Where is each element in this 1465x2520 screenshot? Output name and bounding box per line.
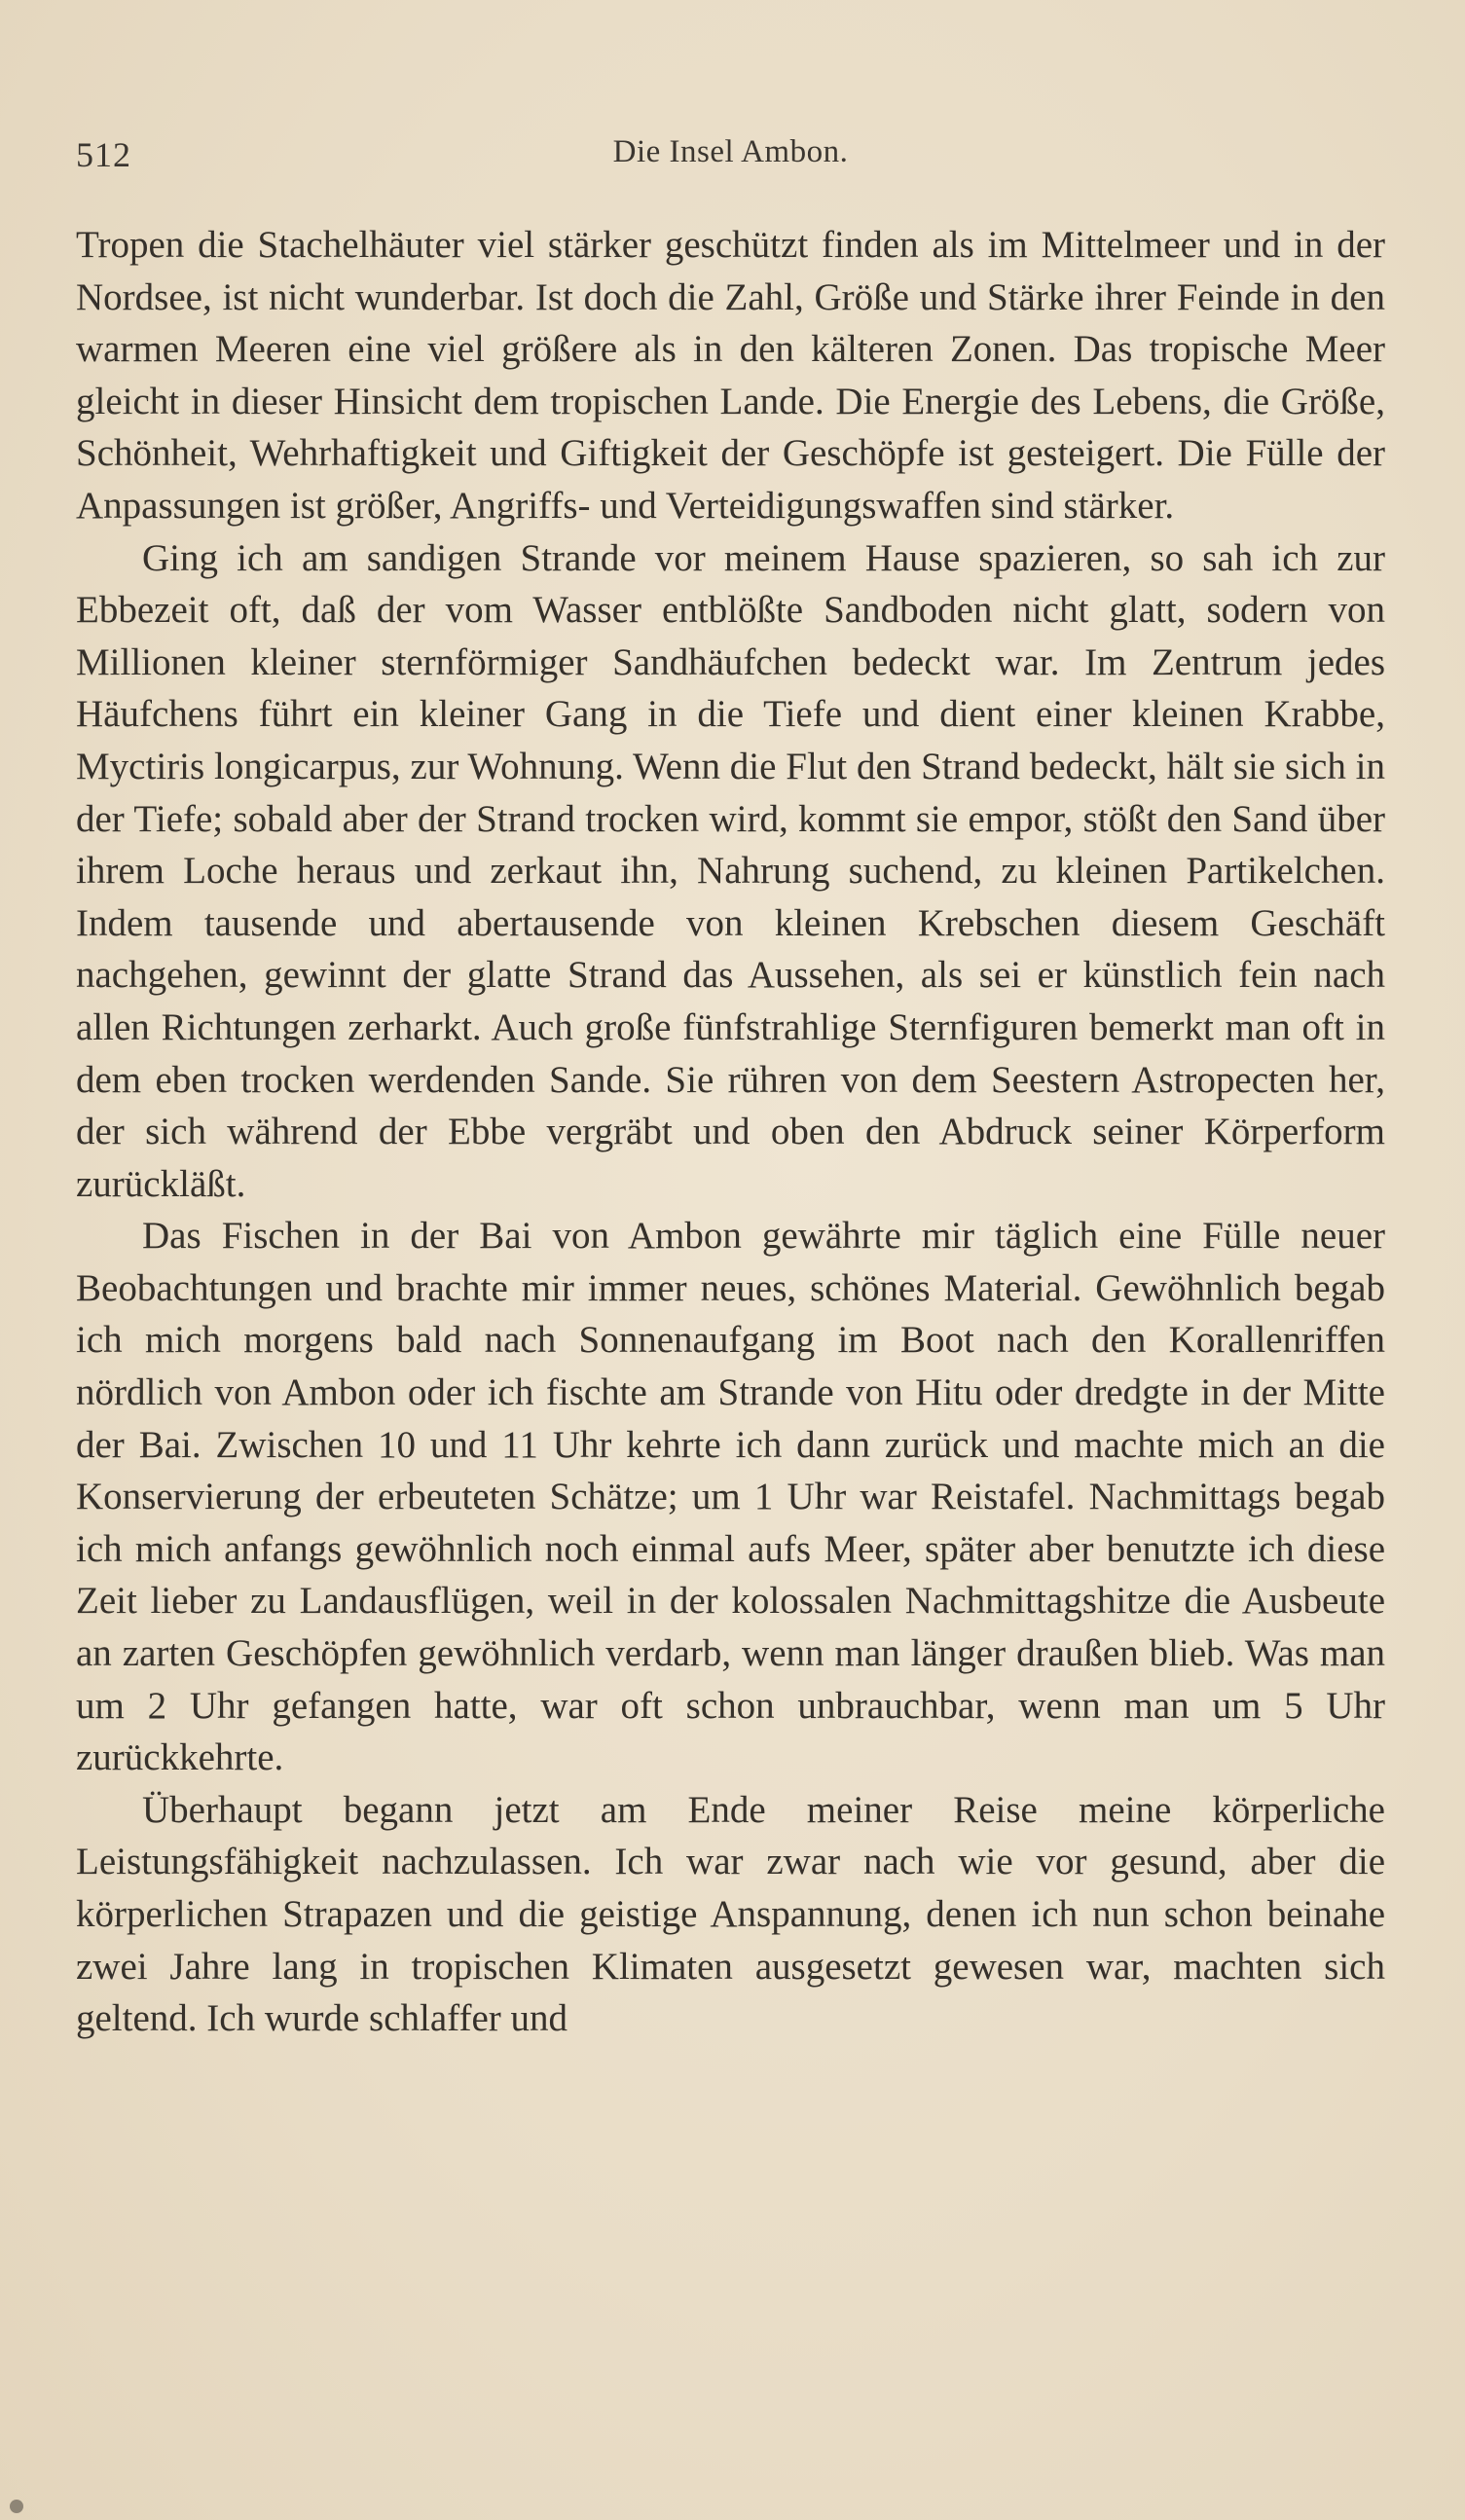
paragraph: Ging ich am sandigen Strande vor meinem Hause spazieren, so sah ich zur Ebbezeit oft, daß der vom Wasser entblößte Sandboden nicht glatt, sodern von Millionen kleiner sternförmiger Sandhäufchen bedeckt war. Im Zentrum jedes Häufchens führt ein kleiner Gang in die Tiefe und dient einer kleinen Krabbe, Myctiris longicarpus, zur Wohnung. Wenn die Flut den Strand bedeckt, hält sie sich in der Tiefe; sobald aber der Strand trocken wird, kommt sie empor, stößt den Sand über ihrem Loche heraus und zerkaut ihn, Nahrung suchend, zu kleinen Partikelchen. Indem tausende und abertausende von kleinen Krebschen diesem Geschäft nachgehen, gewinnt der glatte Strand das Aussehen, als sei er künstlich fein nach allen Richtungen zerharkt. Auch große fünfstrahlige Sternfiguren bemerkt man oft in dem eben trocken werdenden Sande. Sie rühren von dem Seestern Astropecten her, der sich während der Ebbe vergräbt und oben den Abdruck seiner Körperform zurückläßt.	[76, 536, 1385, 1205]
page-header	[76, 134, 1385, 183]
running-title: Die Insel Ambon.	[612, 134, 849, 169]
paragraph: Tropen die Stachelhäuter viel stärker geschützt finden als im Mittelmeer und in der Nordsee, ist nicht wunderbar. Ist doch die Zahl, Größe und Stärke ihrer Feinde in den warmen Meeren eine viel größere als in den kälteren Zonen. Das tropische Meer gleicht in dieser Hinsicht dem tropischen Lande. Die Energie des Lebens, die Größe, Schönheit, Wehrhaftigkeit und Giftigkeit der Geschöpfe ist gesteigert. Die Fülle der Anpassungen ist größer, Angriffs- und Verteidigungswaffen sind stärker.	[76, 224, 1385, 527]
paragraph: Das Fischen in der Bai von Ambon gewährte mir täglich eine Fülle neuer Beobachtungen und brachte mir immer neues, schönes Material. Gewöhnlich begab ich mich morgens bald nach Sonnenaufgang im Boot nach den Korallenriffen nördlich von Ambon oder ich fischte am Strande von Hitu oder dredgte in der Mitte der Bai. Zwischen 10 und 11 Uhr kehrte ich dann zurück und machte mich an die Konservierung der erbeuteten Schätze; um 1 Uhr war Reistafel. Nachmittags begab ich mich anfangs gewöhnlich noch einmal aufs Meer, später aber benutzte ich diese Zeit lieber zu Landausflügen, weil in der kolossalen Nachmittagshitze die Ausbeute an zarten Geschöpfen gewöhnlich verdarb, wenn man länger draußen blieb. Was man um 2 Uhr gefangen hatte, war oft schon unbrauchbar, wenn man um 5 Uhr zurückkehrte.	[76, 1215, 1385, 1779]
paragraph: Überhaupt begann jetzt am Ende meiner Reise meine körperliche Leistungsfähigkeit nachzulassen. Ich war zwar nach wie vor gesund, aber die körperlichen Strapazen und die geistige Anspannung, denen ich nun schon beinahe zwei Jahre lang in tropischen Klimaten ausgesetzt gewesen war, machten sich geltend. Ich wurde schlaffer und	[76, 1788, 1385, 2040]
page-number: 512	[76, 135, 131, 174]
paper-speck	[10, 2500, 23, 2513]
body-text	[76, 219, 1385, 2045]
